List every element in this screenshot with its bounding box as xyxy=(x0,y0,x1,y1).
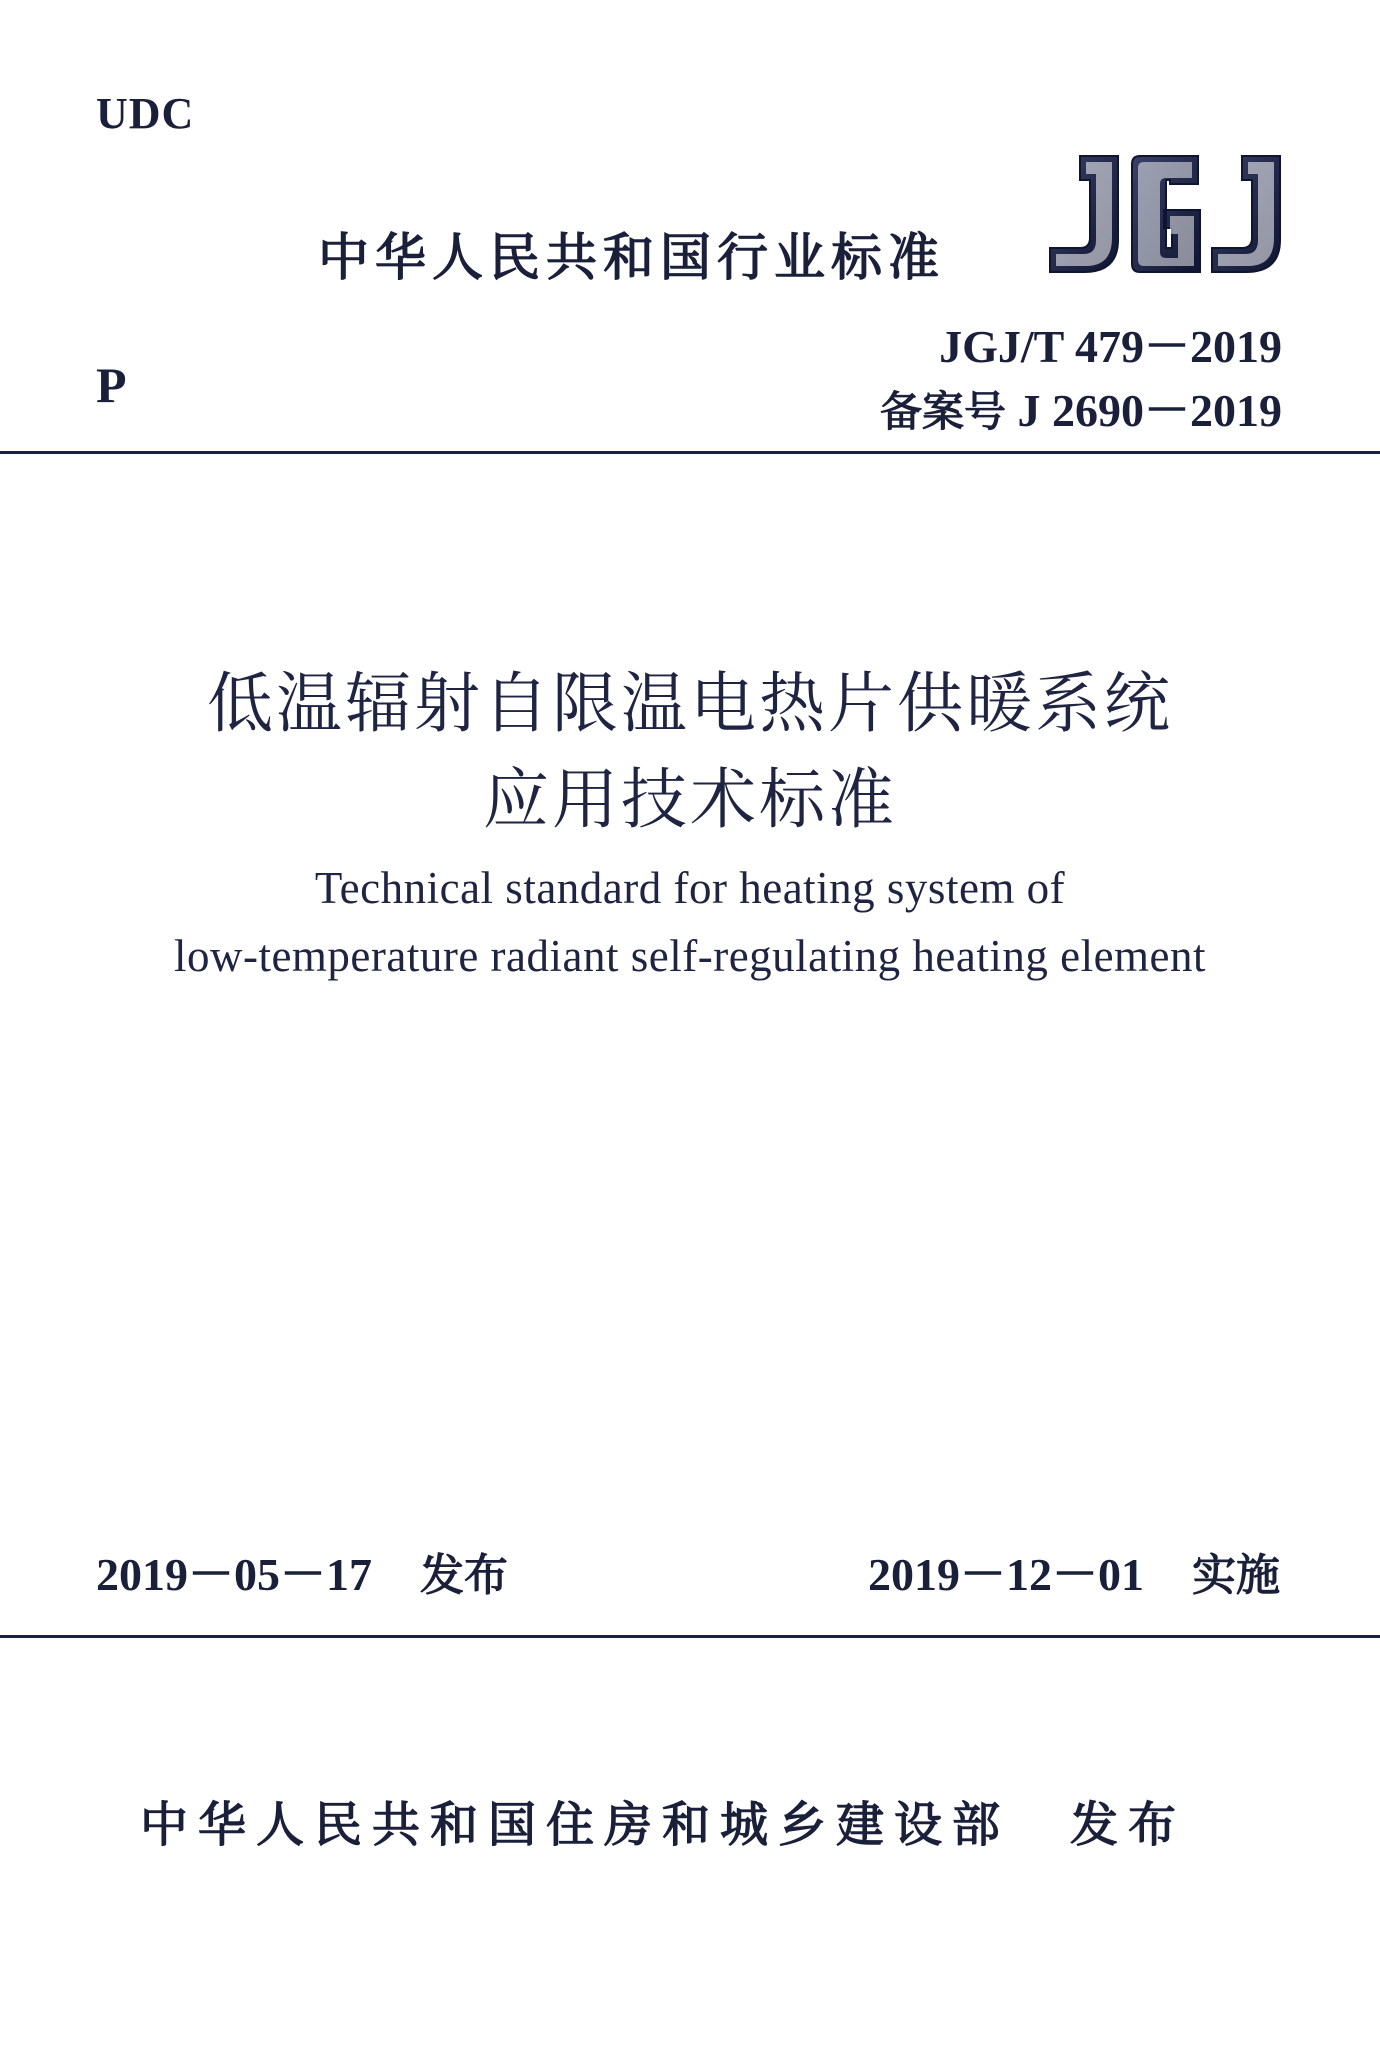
effective-date: 2019－12－01 xyxy=(868,1549,1144,1600)
standard-number: JGJ/T 479－2019 xyxy=(939,321,1282,372)
logo-letter-j2 xyxy=(1212,156,1280,272)
classification-code: P xyxy=(96,357,127,413)
effective-label: 实施 xyxy=(1192,1550,1280,1601)
top-divider xyxy=(0,451,1380,454)
effective-date-line xyxy=(868,1538,1280,1604)
record-prefix: 备案号 xyxy=(879,387,1006,436)
jgj-logo xyxy=(1040,148,1290,280)
title-en-line2: low-temperature radiant self-regulating heating element xyxy=(173,931,1207,981)
record-number-line xyxy=(880,374,1282,440)
record-number: J 2690－2019 xyxy=(1017,385,1282,436)
publisher-line xyxy=(140,1786,1186,1855)
issue-date: 2019－05－17 xyxy=(96,1549,372,1600)
title-zh-line1: 低温辐射自限温电热片供暖系统 xyxy=(207,665,1173,742)
udc-label: UDC xyxy=(96,89,195,138)
bottom-divider xyxy=(0,1635,1380,1638)
logo-letter-j1 xyxy=(1050,156,1118,272)
issue-label: 发布 xyxy=(420,1550,508,1601)
publisher-name: 中华人民共和国住房和城乡建设部 xyxy=(140,1797,1011,1853)
title-en-line1: Technical standard for heating system of xyxy=(314,863,1066,913)
logo-letter-g xyxy=(1132,156,1200,272)
publisher-label: 发布 xyxy=(1070,1797,1187,1853)
issue-date-line xyxy=(96,1538,508,1604)
industry-standard-heading: 中华人民共和国行业标准 xyxy=(318,229,946,288)
title-zh-line2: 应用技术标准 xyxy=(483,761,897,838)
